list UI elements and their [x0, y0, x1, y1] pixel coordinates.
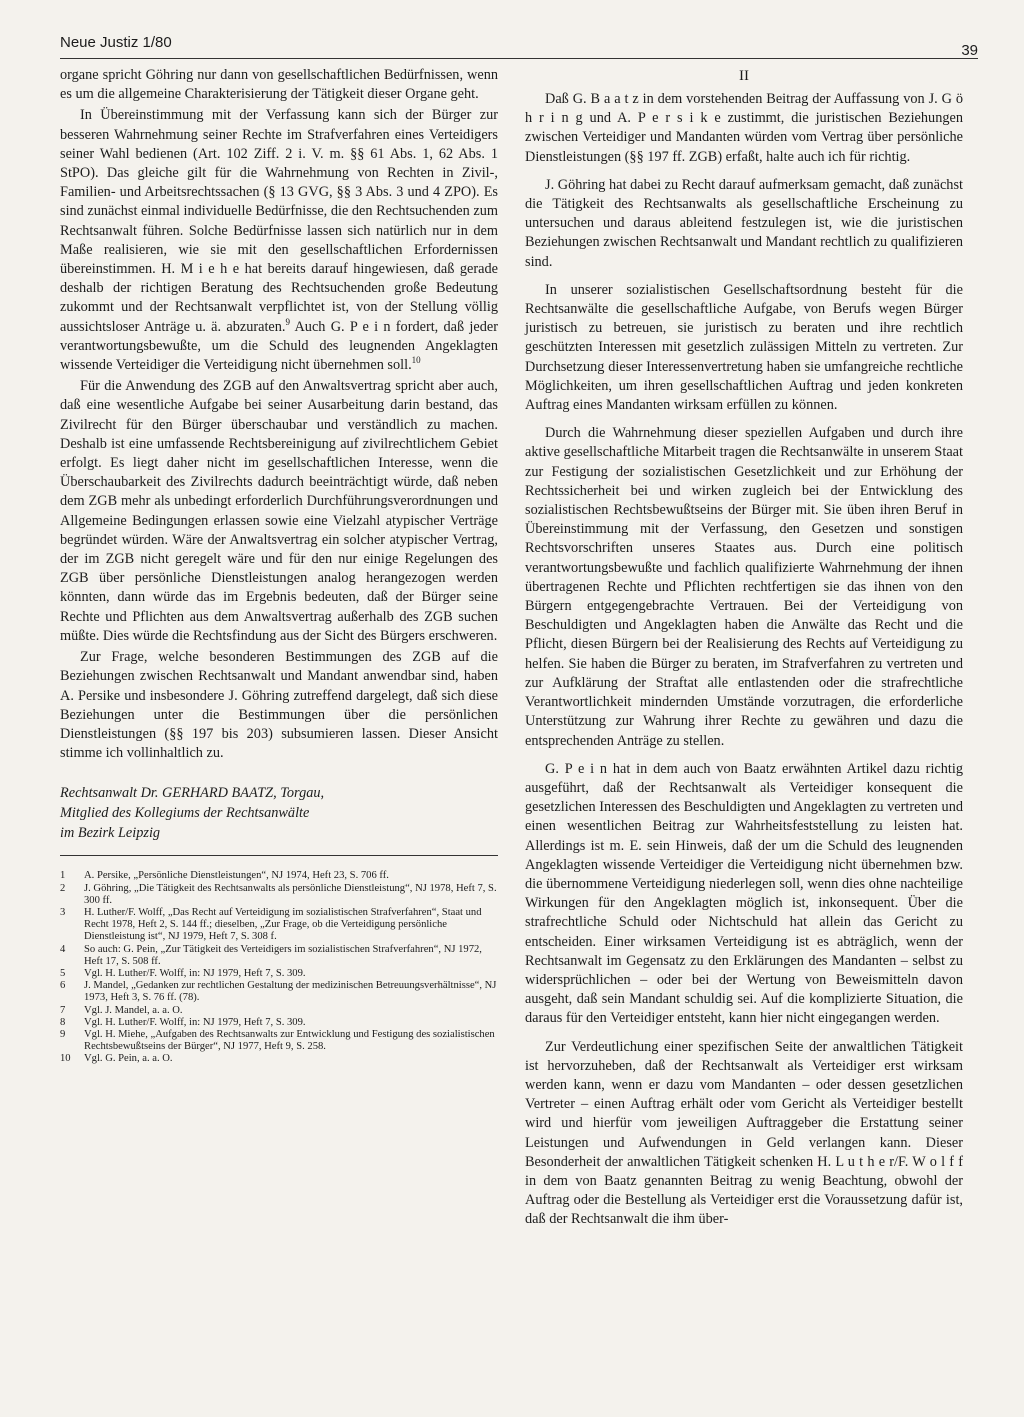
section-heading: II — [739, 68, 749, 84]
footnote-text: J. Mandel, „Gedanken zur rechtlichen Gestaltung der medizinischen Betreuungsverhältnisse“, NJ 1973, Heft 3, S. 76 ff. (78). — [84, 980, 497, 1004]
page-number: 39 — [961, 42, 978, 59]
footnote-number: 5 — [60, 967, 66, 979]
footnote-text: So auch: G. Pein, „Zur Tätigkeit des Verteidigers im sozialistischen Strafverfahren“, NJ 1972, Heft 17, S. 508 ff. — [84, 943, 482, 967]
footnote — [60, 1005, 498, 1017]
footnote — [60, 870, 498, 882]
footnote — [60, 1053, 498, 1065]
footnote-number: 9 — [60, 1028, 66, 1040]
signature-line-1: Rechtsanwalt Dr. GERHARD BAATZ, Torgau, — [60, 785, 325, 802]
footnote-number: 10 — [60, 1053, 71, 1065]
footnote — [60, 1029, 498, 1053]
footnote-rule — [60, 855, 498, 856]
footnote-number: 4 — [60, 943, 66, 955]
footnote-number: 1 — [60, 870, 66, 882]
footnote-text: Vgl. H. Miehe, „Aufgaben des Rechtsanwalts zur Entwicklung und Festigung des sozialistischen Rechtsbewußtseins der Bürger“, NJ 1977, Heft 9, S. 258. — [84, 1028, 495, 1053]
footnote-number: 6 — [60, 980, 66, 992]
right-paragraph-5: G. P e i n hat in dem auch von Baatz erwähnten Artikel dazu richtig ausgeführt, daß der Rechtsanwalt als Verteidiger konsequent die gesetzlichen Interessen des Beschuldigten und Angeklagten zu vertreten und einen wesentlichen Beitrag zur Wahrheitsfeststellung zu leisten hat. Allerdings ist m. E. sein Hinweis, daß der um die Schuld des leugnenden Angeklagten wissende Verteidiger die Verteidigung nicht übernehmen bzw. die übernommene Verteidigung niederlegen soll, wenn dies ohne nachteilige Wirkungen für den Angeklagten möglich ist, inkonsequent. Über die strafrechtliche Schuld oder Nichtschuld hat allein das Gericht zu entscheiden. Einer wirksamen Verteidigung ist es abträglich, wenn der Rechtsanwalt im Gegensatz zu den Erklärungen des Mandanten – selbst zu widersprüchlichen – oder bei der Wertung von Beweismitteln davon ausgeht, daß sein Mandant schuldig sei. Auf die komplizierte Situation, die daraus für den Verteidiger entsteht, kann hier nicht eingegangen werden. — [525, 760, 963, 1027]
right-paragraph-6: Zur Verdeutlichung einer spezifischen Seite der anwaltlichen Tätigkeit ist hervorzuheben, daß der Rechtsanwalt als Verteidiger erst wirksam werden kann, wenn er dazu vom Mandanten – oder dessen gesetzlichen Vertreter – einen Auftrag erhält oder vom Gericht als Verteidiger bestellt wird und hierfür vom jeweiligen Auftraggeber die Erstattung seiner Leistungen und Aufwendungen in Geld verlangen kann. Dieser Besonderheit der anwaltlichen Tätigkeit schenken H. L u t h e r/F. W o l f f in dem von Baatz genannten Beitrag zu wenig Beachtung, obwohl der Auftrag oder die Bestellung als Verteidiger erst die Voraussetzung dafür ist, daß der Rechtsanwalt die ihm über- — [525, 1038, 963, 1228]
page-header — [60, 34, 978, 58]
footnote — [60, 980, 498, 1004]
left-paragraph-2-text: In Übereinstimmung mit der Verfassung kann sich der Bürger zur besseren Wahrnehmung seiner Rechte im Strafverfahren eines Verteidigers seiner Wahl bedienen (Art. 102 Ziff. 2 i. V. m. §§ 61 Abs. 1, 62 Abs. 1 StPO). Das gleiche gilt für die Wahrnehmung von Rechten in Zivil-, Familien- und Arbeitsrechtssachen (§ 13 GVG, §§ 3 Abs. 3 und 4 ZPO). Es sind zunächst einmal individuelle Bedürfnisse, die den Rechtsuchenden zum Rechtsanwalt führen. Solche Bedürfnisse lassen sich natürlich nur in dem Maße realisieren, wie sie mit den gesellschaftlichen Erfordernissen übereinstimmen. H. M i e h e hat bereits darauf hingewiesen, daß gerade deshalb der richtigen Beratung des Rechtsuchenden große Bedeutung zukommt und der Rechtsanwalt verpflichtet ist, von der Stellung völlig aussichtsloser Anträge u. ä. abzuraten. — [60, 107, 498, 335]
left-paragraph-2 — [60, 106, 498, 375]
footnotes — [60, 870, 498, 1065]
right-column — [525, 66, 963, 1230]
footnote-text: Vgl. J. Mandel, a. a. O. — [84, 1004, 183, 1016]
footnote-text: Vgl. H. Luther/F. Wolff, in: NJ 1979, Heft 7, S. 309. — [84, 1016, 306, 1028]
footnote — [60, 907, 498, 944]
signature-line-3: im Bezirk Leipzig — [60, 825, 161, 842]
footnote — [60, 1017, 498, 1029]
footnote-number: 2 — [60, 882, 66, 894]
right-paragraph-4: Durch die Wahrnehmung dieser speziellen Aufgaben und durch ihre aktive gesellschaftliche Mitarbeit tragen die Rechtsanwälte in unserem Staat zur Festigung der sozialistischen Gesetzlichkeit und zur Erhöhung der Rechtssicherheit bei und wirken zugleich bei der Entwicklung des sozialistischen Rechtsbewußtseins der Bürger mit. Sie üben ihren Beruf in Übereinstimmung mit der Verfassung, den Gesetzen und sonstigen Rechtsvorschriften unseres Staates aus. Durch eine politisch verantwortungsbewußte und fachlich qualifizierte Wahrnehmung der ihnen übertragenen Rechte und Pflichten rechtfertigen sie das ihnen von den Bürgern entgegengebrachte Vertrauen. Bei der Verteidigung von Beschuldigten und Angeklagten haben die Anwälte das Recht und die Pflicht, diesen Bürgern bei der Realisierung des Rechts auf Verteidigung zu helfen. Sie haben die Bürger zu beraten, im Strafverfahren zu vertreten und zur Aufklärung der Straftat alle entlastenden oder die strafrechtliche Verantwortlichkeit mindernden Umstände vorzutragen, die erforderliche Unterstützung zur Wahrung ihrer Rechte zu gewähren und dazu die entsprechenden Anträge zu stellen. — [525, 425, 963, 749]
footnote-ref-9: 9 — [285, 316, 290, 327]
footnote-number: 7 — [60, 1004, 66, 1016]
right-paragraph-2: J. Göhring hat dabei zu Recht darauf aufmerksam gemacht, daß zunächst die Tätigkeit des Rechtsanwalts als gesellschaftliche Erscheinung zu untersuchen und daraus ableitend festzulegen ist, wie die juristischen Beziehungen zwischen Rechtsanwalt und Mandant rechtlich zu qualifizieren sind. — [525, 176, 963, 270]
footnote-text: H. Luther/F. Wolff, „Das Recht auf Verteidigung im sozialistischen Strafverfahren“, Staat und Recht 1978, Heft 2, S. 144 ff.; dieselben, „Zur Frage, ob die Verteidigung persönliche Dienstleistung ist“, NJ 1979, Heft 7, S. 308 f. — [84, 906, 482, 943]
footnote-text: A. Persike, „Persönliche Dienstleistungen“, NJ 1974, Heft 23, S. 706 ff. — [84, 870, 389, 882]
signature-line-2: Mitglied des Kollegiums der Rechtsanwälte — [60, 805, 310, 822]
footnote-number: 8 — [60, 1016, 66, 1028]
footnote-ref-10: 10 — [411, 355, 421, 366]
footnote — [60, 968, 498, 980]
left-paragraph-1: organe spricht Göhring nur dann von gesellschaftlichen Bedürfnissen, wenn es um die allgemeine Charakterisierung der Tätigkeit dieser Organe geht. — [60, 67, 498, 103]
left-paragraph-4: Zur Frage, welche besonderen Bestimmungen des ZGB auf die Beziehungen zwischen Rechtsanwalt und Mandant anwendbar sind, haben A. Persike und insbesondere J. Göhring zutreffend dargelegt, daß sich diese Beziehungen unter die Bestimmungen über die persönlichen Dienstleistungen (§§ 197 bis 203) subsumieren lassen. Dieser Ansicht stimme ich vollinhaltlich zu. — [60, 649, 498, 762]
right-paragraph-3: In unserer sozialistischen Gesellschaftsordnung besteht für die Rechtsanwälte die gesellschaftliche Aufgabe, von Berufs wegen Bürger juristisch zu betreuen, sie juristisch zu beraten und ihre rechtlich geschützten Interessen mit gesetzlich zulässigen Mitteln zu vertreten. Zur Durchsetzung dieser Interessenvertretung haben sie umfangreiche rechtliche Möglichkeiten, um ihren gesellschaftlichen Auftrag und jeden konkreten Auftrag eines Mandanten wirksam erfüllen zu können. — [525, 281, 963, 414]
footnote-text: Vgl. G. Pein, a. a. O. — [84, 1053, 173, 1065]
footnote — [60, 944, 498, 968]
footnote-text: Vgl. H. Luther/F. Wolff, in: NJ 1979, Heft 7, S. 309. — [84, 967, 306, 979]
running-head: Neue Justiz 1/80 — [60, 34, 172, 51]
left-column — [60, 66, 498, 1066]
footnote-text: J. Göhring, „Die Tätigkeit des Rechtsanwalts als persönliche Dienstleistung“, NJ 1978, Heft 7, S. 300 ff. — [84, 882, 497, 906]
footnote-number: 3 — [60, 906, 66, 918]
author-signature — [60, 783, 498, 843]
header-rule — [60, 58, 978, 59]
right-paragraph-1: Daß G. B a a t z in dem vorstehenden Beitrag der Auffassung von J. G ö h r i n g und A. P e r s i k e zustimmt, die juristischen Beziehungen zwischen Verteidiger und Mandanten würden vom Vertrag über persönliche Dienstleistungen (§§ 197 ff. ZGB) erfaßt, halte auch ich für richtig. — [525, 91, 963, 165]
left-paragraph-2-cont: Auch G. P e i n fordert, daß jeder verantwortungsbewußte, um die Schuld des leugnenden Angeklagten wissende Verteidiger die Verteidigung nicht übernehmen soll. — [60, 318, 498, 374]
footnote — [60, 883, 498, 907]
left-paragraph-3: Für die Anwendung des ZGB auf den Anwaltsvertrag spricht aber auch, daß eine wesentliche Aufgabe bei seiner Ausarbeitung darin bestand, das Zivilrecht für den Bürger überschaubar und verständlich zu machen. Deshalb ist eine umfassende Rechtsbereinigung auf zivilrechtlichem Gebiet erfolgt. Es liegt daher nicht im gesellschaftlichen Interesse, wenn die Überschaubarkeit des Zivilrechts dadurch beeinträchtigt würde, daß neben dem ZGB mehr als unbedingt erforderlich Durchführungsverordnungen und Allgemeine Bedingungen erlassen sowie eine Vielzahl atypischer Verträge begründet würden. Wäre der Anwaltsvertrag ein solcher atypischer Vertrag, der im ZGB nicht geregelt wäre und für den nur einige Regelungen des ZGB über persönliche Dienstleistungen analog herangezogen werden könnten, dann würde das im Ergebnis bedeuten, daß der Bürger seine Rechte und Pflichten aus dem Anwaltsvertrag außerhalb des ZGB suchen müßte. Dies würde die Rechtsfindung aus der Sicht des Bürgers erschweren. — [60, 378, 498, 644]
